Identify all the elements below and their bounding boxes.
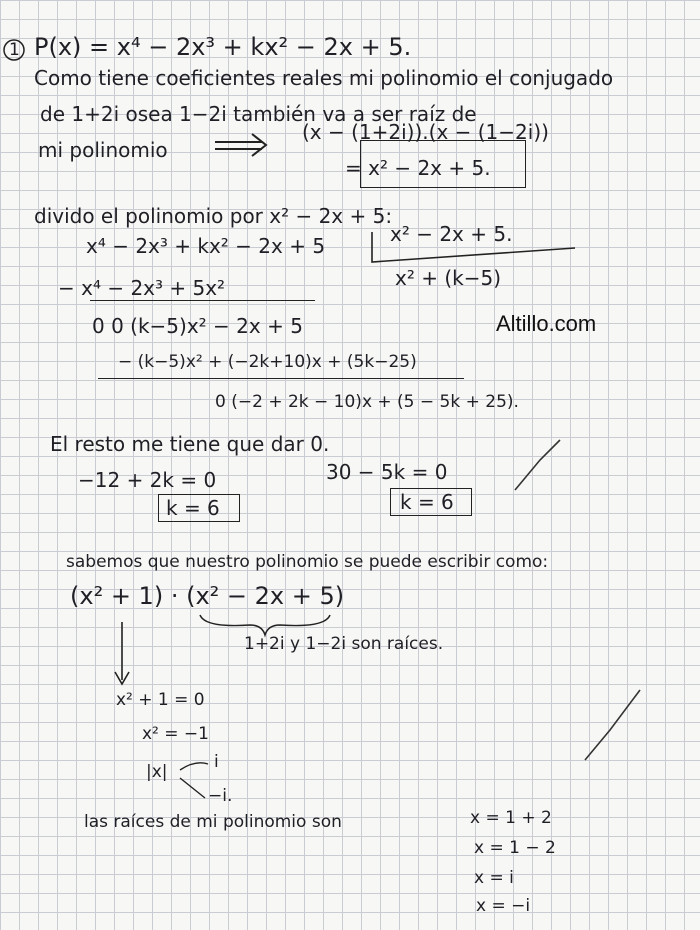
remainder-2: 0 (−2 + 2k − 10)x + (5 − 5k + 25). (215, 392, 519, 412)
remainder-condition: El resto me tiene que dar 0. (50, 432, 330, 456)
abs-x: |x| (146, 762, 168, 782)
division-intro: divido el polinomio por x² − 2x + 5: (34, 204, 393, 228)
check-mark-2 (585, 690, 640, 760)
polynomial-definition: P(x) = x⁴ − 2x³ + kx² − 2x + 5. (34, 33, 412, 61)
text-line-3: de 1+2i osea 1−2i también va a ser raíz de (40, 102, 477, 126)
factorization: (x² + 1) · (x² − 2x + 5) (70, 582, 345, 610)
k-box-1 (158, 494, 240, 522)
division-rule-1 (90, 300, 315, 301)
equation-x2-plus-1: x² + 1 = 0 (116, 690, 205, 710)
quadratic-result: = x² − 2x + 5. (345, 156, 491, 180)
subtraction-2: − (k−5)x² + (−2k+10)x + (5k−25) (118, 352, 417, 372)
root-minus-i: −i. (208, 786, 233, 806)
k-box-2 (390, 488, 472, 516)
problem-number: 1 (9, 40, 20, 60)
root-2: x = 1 − 2 (474, 838, 556, 858)
equation-x2-minus-1: x² = −1 (142, 724, 209, 744)
implies-arrow (215, 134, 266, 156)
root-4: x = −i (476, 896, 531, 916)
roots-intro: las raíces de mi polinomio son (84, 812, 342, 832)
root-1: x = 1 + 2 (470, 808, 552, 828)
complex-roots-note: 1+2i y 1−2i son raíces. (244, 634, 444, 654)
quotient: x² + (k−5) (395, 266, 501, 290)
k-solution-2: k = 6 (400, 490, 454, 514)
remainder-1: 0 0 (k−5)x² − 2x + 5 (92, 314, 303, 338)
text-line-4: mi polinomio (38, 138, 168, 162)
root-i: i (214, 752, 219, 772)
equation-1: −12 + 2k = 0 (78, 468, 217, 492)
subtraction-1: − x⁴ − 2x³ + 5x² (58, 276, 226, 300)
equation-2: 30 − 5k = 0 (326, 460, 448, 484)
root-arrows (180, 763, 208, 798)
text-line-2: Como tiene coeficientes reales mi polinomio el conjugado (34, 66, 614, 90)
down-arrow (115, 622, 129, 684)
divisor: x² − 2x + 5. (390, 222, 513, 246)
check-mark-1 (515, 440, 560, 490)
division-rule-2 (98, 378, 464, 379)
factorization-intro: sabemos que nuestro polinomio se puede escribir como: (66, 552, 549, 572)
factor-product: (x − (1+2i)).(x − (1−2i)) (302, 120, 549, 144)
result-box (360, 140, 526, 188)
root-3: x = i (474, 868, 514, 888)
watermark: Altillo.com (496, 311, 597, 336)
k-solution-1: k = 6 (166, 496, 220, 520)
underbrace (200, 615, 330, 635)
dividend: x⁴ − 2x³ + kx² − 2x + 5 (86, 234, 326, 258)
